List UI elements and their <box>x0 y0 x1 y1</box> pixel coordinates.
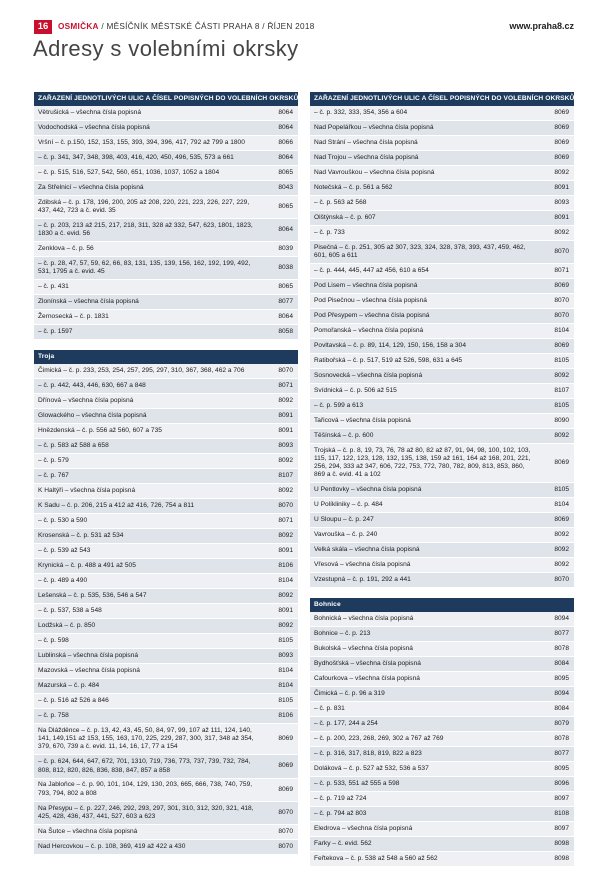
district-code-cell: 8064 <box>261 150 298 165</box>
table-row <box>34 150 298 165</box>
street-cell: Notečská – č. p. 561 a 562 <box>310 180 537 195</box>
district-code-cell: 8070 <box>261 839 298 854</box>
table-row <box>34 469 298 484</box>
district-code-cell: 8106 <box>261 559 298 574</box>
district-code-cell: 8092 <box>261 484 298 499</box>
street-cell: U Sloupu – č. p. 247 <box>310 513 537 528</box>
district-code-cell: 8092 <box>537 428 574 443</box>
table-row <box>310 294 574 309</box>
street-cell: Na Přesypu – č. p. 227, 246, 292, 293, 297, 301, 310, 312, 320, 321, 418, 425, 428, 436, 437, 441, 527, 603 a 623 <box>34 801 261 824</box>
table-row <box>34 424 298 439</box>
street-cell: Farky – č. evid. 562 <box>310 837 537 852</box>
table-row <box>310 225 574 240</box>
table-row <box>34 219 298 242</box>
district-code-cell: 8104 <box>537 323 574 338</box>
table-row <box>34 649 298 664</box>
district-code-cell: 8107 <box>537 383 574 398</box>
section-heading: Troja <box>34 350 298 364</box>
address-table <box>310 106 574 588</box>
district-code-cell: 8105 <box>537 353 574 368</box>
address-section <box>310 598 574 867</box>
district-code-cell: 8084 <box>537 702 574 717</box>
street-cell: – č. p. 831 <box>310 702 537 717</box>
district-code-cell: 8069 <box>537 443 574 483</box>
street-cell: Krynická – č. p. 488 a 491 až 505 <box>34 559 261 574</box>
street-cell: Lublinská – všechna čísla popisná <box>34 649 261 664</box>
table-row <box>34 574 298 589</box>
district-code-cell: 8069 <box>537 279 574 294</box>
district-code-cell: 8092 <box>537 368 574 383</box>
district-code-cell: 8097 <box>537 822 574 837</box>
district-code-cell: 8084 <box>537 657 574 672</box>
district-code-cell: 8092 <box>261 394 298 409</box>
table-row <box>34 165 298 180</box>
table-row <box>34 106 298 120</box>
street-cell: Velká skála – všechna čísla popisná <box>310 543 537 558</box>
district-code-cell: 8106 <box>261 709 298 724</box>
table-row <box>34 559 298 574</box>
table-row <box>310 612 574 626</box>
street-cell: Za Střelnicí – všechna čísla popisná <box>34 180 261 195</box>
table-row <box>310 513 574 528</box>
street-cell: – č. p. 203, 213 až 215, 217, 218, 311, 328 až 332, 547, 623, 1801, 1823, 1830 a č. evid. 56 <box>34 219 261 242</box>
street-cell: Feřtekova – č. p. 538 až 548 a 560 až 562 <box>310 852 537 867</box>
street-cell: – č. p. 28, 47, 57, 59, 62, 66, 83, 131, 135, 139, 156, 162, 192, 199, 492, 531, 1795 a č. evid. 45 <box>34 257 261 280</box>
table-row <box>34 679 298 694</box>
table-row <box>310 383 574 398</box>
street-cell: – č. p. 598 <box>34 634 261 649</box>
table-row <box>310 240 574 263</box>
table-row <box>34 310 298 325</box>
district-code-cell: 8091 <box>261 409 298 424</box>
district-code-cell: 8069 <box>537 338 574 353</box>
district-code-cell: 8064 <box>261 106 298 120</box>
table-row <box>310 837 574 852</box>
street-cell: Tařicová – všechna čísla popisná <box>310 413 537 428</box>
street-cell: – č. p. 579 <box>34 454 261 469</box>
district-code-cell: 8092 <box>537 528 574 543</box>
table-row <box>310 135 574 150</box>
table-row <box>34 824 298 839</box>
street-cell: – č. p. 583 až 588 a 658 <box>34 439 261 454</box>
street-cell: – č. p. 758 <box>34 709 261 724</box>
street-cell: – č. p. 489 a 490 <box>34 574 261 589</box>
street-cell: Čimická – č. p. 233, 253, 254, 257, 295, 297, 310, 367, 368, 462 a 706 <box>34 364 261 378</box>
table-row <box>310 353 574 368</box>
street-cell: Sosnovecká – všechna čísla popisná <box>310 368 537 383</box>
table-row <box>34 257 298 280</box>
table-row <box>310 822 574 837</box>
table-row <box>34 364 298 378</box>
table-row <box>310 717 574 732</box>
table-row <box>310 195 574 210</box>
district-code-cell: 8070 <box>261 364 298 378</box>
district-code-cell: 8070 <box>537 294 574 309</box>
table-row <box>310 150 574 165</box>
street-cell: Nad Strání – všechna čísla popisná <box>310 135 537 150</box>
address-section <box>310 92 574 588</box>
table-row <box>34 709 298 724</box>
street-cell: Čimická – č. p. 96 a 319 <box>310 687 537 702</box>
table-row <box>310 657 574 672</box>
street-cell: Vřesová – všechna čísla popisná <box>310 558 537 573</box>
table-row <box>34 120 298 135</box>
district-code-cell: 8108 <box>537 807 574 822</box>
table-row <box>34 514 298 529</box>
district-code-cell: 8092 <box>261 454 298 469</box>
street-cell: – č. p. 767 <box>34 469 261 484</box>
street-cell: Těšínská – č. p. 600 <box>310 428 537 443</box>
table-row <box>34 694 298 709</box>
street-cell: Dřínová – všechna čísla popisná <box>34 394 261 409</box>
table-row <box>310 558 574 573</box>
district-code-cell: 8098 <box>537 837 574 852</box>
street-cell: – č. p. 530 a 590 <box>34 514 261 529</box>
district-code-cell: 8091 <box>261 544 298 559</box>
district-code-cell: 8091 <box>261 604 298 619</box>
street-cell: Na Jabloňce – č. p. 90, 101, 104, 129, 130, 203, 665, 666, 738, 740, 759, 793, 794, 802 a 808 <box>34 778 261 801</box>
table-row <box>310 702 574 717</box>
district-code-cell: 8069 <box>537 135 574 150</box>
street-cell: Povltavská – č. p. 89, 114, 129, 150, 156, 158 a 304 <box>310 338 537 353</box>
table-row <box>310 413 574 428</box>
address-section <box>34 92 298 340</box>
street-cell: – č. p. 516 až 526 a 846 <box>34 694 261 709</box>
district-code-cell: 8092 <box>537 543 574 558</box>
page-title: Adresy s volebními okrsky <box>33 36 299 61</box>
street-cell: – č. p. 316, 317, 818, 819, 822 a 823 <box>310 747 537 762</box>
table-row <box>310 120 574 135</box>
district-code-cell: 8064 <box>261 120 298 135</box>
street-cell: Zlonínská – všechna čísla popisná <box>34 295 261 310</box>
district-code-cell: 8069 <box>261 755 298 778</box>
street-cell: Vodochodská – všechna čísla popisná <box>34 120 261 135</box>
street-cell: Mazurská – č. p. 484 <box>34 679 261 694</box>
right-column <box>310 92 574 877</box>
table-row <box>310 428 574 443</box>
street-cell: Glowackého – všechna čísla popisná <box>34 409 261 424</box>
table-row <box>310 498 574 513</box>
district-code-cell: 8095 <box>537 762 574 777</box>
street-cell: Na Šutce – všechna čísla popisná <box>34 824 261 839</box>
street-cell: – č. p. 719 až 724 <box>310 792 537 807</box>
street-cell: – č. p. 624, 644, 647, 672, 701, 1310, 719, 736, 773, 737, 739, 732, 784, 808, 812, 820, 826, 836, 838, 847, 857 a 858 <box>34 755 261 778</box>
street-cell: Pomořanská – všechna čísla popisná <box>310 323 537 338</box>
street-cell: – č. p. 515, 516, 527, 542, 560, 651, 1036, 1037, 1052 a 1804 <box>34 165 261 180</box>
district-code-cell: 8077 <box>537 747 574 762</box>
table-row <box>34 529 298 544</box>
street-cell: Na Dlážděnce – č. p. 13, 42, 43, 45, 50, 84, 97, 99, 107 až 111, 124, 140, 141, 149,151 až 153, 155, 163, 170, 225, 229, 287, 300, 317, 348 až 354, 379, 670, 739 a č. evid. 11, 14, 16, 17, 77 a 154 <box>34 724 261 755</box>
street-cell: Nad Trojou – všechna čísla popisná <box>310 150 537 165</box>
street-cell: Trojská – č. p. 8, 19, 73, 76, 78 až 80, 82 až 87, 91, 94, 98, 100, 102, 103, 115, 117, 122, 123, 128, 132, 135, 138, 159 až 161, 164 až 168, 201, 221, 256, 294, 333 až 347, 606, 722, 753, 772, 780, 782, 809, 813, 853, 860, 869 a č. evid. 41 a 102 <box>310 443 537 483</box>
table-row <box>34 325 298 340</box>
table-row <box>310 528 574 543</box>
street-cell: – č. p. 533, 551 až 555 a 598 <box>310 777 537 792</box>
table-row <box>310 368 574 383</box>
street-cell: Větrušická – všechna čísla popisná <box>34 106 261 120</box>
street-cell: – č. p. 539 až 543 <box>34 544 261 559</box>
street-cell: – č. p. 442, 443, 446, 630, 667 a 848 <box>34 379 261 394</box>
table-row <box>34 135 298 150</box>
table-row <box>310 777 574 792</box>
table-row <box>34 409 298 424</box>
district-code-cell: 8064 <box>261 310 298 325</box>
district-code-cell: 8069 <box>261 724 298 755</box>
street-cell: – č. p. 1597 <box>34 325 261 340</box>
street-cell: K Sadu – č. p. 206, 215 a 412 až 416, 726, 754 a 811 <box>34 499 261 514</box>
table-row <box>34 839 298 854</box>
district-code-cell: 8070 <box>537 573 574 588</box>
district-code-cell: 8070 <box>261 801 298 824</box>
district-code-cell: 8071 <box>261 514 298 529</box>
table-row <box>310 747 574 762</box>
table-row <box>310 210 574 225</box>
district-code-cell: 8069 <box>537 150 574 165</box>
magazine-subtitle: / MĚSÍČNÍK MĚSTSKÉ ČÁSTI PRAHA 8 / ŘÍJEN 2018 <box>101 22 315 31</box>
table-row <box>34 544 298 559</box>
district-code-cell: 8070 <box>537 309 574 324</box>
district-code-cell: 8077 <box>261 295 298 310</box>
district-code-cell: 8092 <box>261 529 298 544</box>
district-code-cell: 8091 <box>261 424 298 439</box>
section-heading: Bohnice <box>310 598 574 612</box>
street-cell: Pod Pisečnou – všechna čísla popisná <box>310 294 537 309</box>
district-code-cell: 8098 <box>537 852 574 867</box>
table-row <box>310 279 574 294</box>
district-code-cell: 8071 <box>261 379 298 394</box>
table-row <box>310 483 574 498</box>
table-row <box>310 687 574 702</box>
table-row <box>310 543 574 558</box>
district-code-cell: 8064 <box>261 219 298 242</box>
address-table <box>34 106 298 340</box>
street-cell: Svídnická – č. p. 506 až 515 <box>310 383 537 398</box>
district-code-cell: 8066 <box>261 135 298 150</box>
street-cell: Nad Popelářkou – všechna čísla popisná <box>310 120 537 135</box>
district-code-cell: 8091 <box>537 210 574 225</box>
street-cell: Vzestupná – č. p. 191, 292 a 441 <box>310 573 537 588</box>
district-code-cell: 8077 <box>537 627 574 642</box>
left-column <box>34 92 298 865</box>
table-row <box>310 642 574 657</box>
street-cell: Bohnice – č. p. 213 <box>310 627 537 642</box>
table-row <box>310 762 574 777</box>
table-row <box>310 398 574 413</box>
district-code-cell: 8091 <box>537 180 574 195</box>
table-row <box>34 755 298 778</box>
street-cell: U Pentlovky – všechna čísla popisná <box>310 483 537 498</box>
district-code-cell: 8070 <box>261 499 298 514</box>
district-code-cell: 8093 <box>261 649 298 664</box>
table-row <box>34 439 298 454</box>
table-row <box>34 499 298 514</box>
website-url[interactable]: www.praha8.cz <box>509 21 574 31</box>
district-code-cell: 8069 <box>537 513 574 528</box>
street-cell: Nad Hercovkou – č. p. 108, 369, 419 až 422 a 430 <box>34 839 261 854</box>
district-code-cell: 8093 <box>261 439 298 454</box>
district-code-cell: 8104 <box>261 679 298 694</box>
district-code-cell: 8069 <box>537 106 574 120</box>
table-row <box>34 454 298 469</box>
table-row <box>310 672 574 687</box>
table-row <box>310 338 574 353</box>
street-cell: Lešenská – č. p. 535, 536, 546 a 547 <box>34 589 261 604</box>
table-row <box>34 180 298 195</box>
district-code-cell: 8096 <box>537 777 574 792</box>
table-row <box>310 732 574 747</box>
table-row <box>310 852 574 867</box>
district-code-cell: 8094 <box>537 687 574 702</box>
table-row <box>310 807 574 822</box>
address-section <box>34 350 298 855</box>
street-cell: – č. p. 733 <box>310 225 537 240</box>
district-code-cell: 8078 <box>537 642 574 657</box>
district-code-cell: 8070 <box>261 824 298 839</box>
table-row <box>310 573 574 588</box>
district-code-cell: 8078 <box>537 732 574 747</box>
street-cell: – č. p. 444, 445, 447 až 456, 610 a 654 <box>310 264 537 279</box>
district-code-cell: 8105 <box>261 634 298 649</box>
district-code-cell: 8090 <box>537 413 574 428</box>
address-table <box>34 364 298 855</box>
district-code-cell: 8097 <box>537 792 574 807</box>
district-code-cell: 8071 <box>537 264 574 279</box>
street-cell: Cafourkova – všechna čísla popisná <box>310 672 537 687</box>
table-row <box>310 627 574 642</box>
street-cell: – č. p. 332, 333, 354, 356 a 604 <box>310 106 537 120</box>
district-code-cell: 8065 <box>261 280 298 295</box>
street-cell: – č. p. 794 až 803 <box>310 807 537 822</box>
district-code-cell: 8092 <box>261 619 298 634</box>
street-cell: Ratibořská – č. p. 517, 519 až 526, 598, 631 a 645 <box>310 353 537 368</box>
table-row <box>310 309 574 324</box>
district-code-cell: 8092 <box>537 225 574 240</box>
magazine-brand: OSMIČKA <box>58 22 99 31</box>
district-code-cell: 8065 <box>261 165 298 180</box>
district-code-cell: 8065 <box>261 195 298 218</box>
street-cell: – č. p. 177, 244 a 254 <box>310 717 537 732</box>
street-cell: Žernosecká – č. p. 1831 <box>34 310 261 325</box>
street-cell: Pod Lisem – všechna čísla popisná <box>310 279 537 294</box>
district-code-cell: 8092 <box>537 165 574 180</box>
district-code-cell: 8104 <box>261 574 298 589</box>
table-row <box>34 589 298 604</box>
district-code-cell: 8092 <box>261 589 298 604</box>
street-cell: Vršní – č. p.150, 152, 153, 155, 393, 394, 396, 417, 792 až 799 a 1800 <box>34 135 261 150</box>
table-row <box>310 106 574 120</box>
district-code-cell: 8094 <box>537 612 574 626</box>
page-header <box>34 20 574 34</box>
street-cell: Lodžská – č. p. 850 <box>34 619 261 634</box>
table-row <box>34 634 298 649</box>
table-row <box>34 195 298 218</box>
street-cell: Krosenská – č. p. 531 až 534 <box>34 529 261 544</box>
table-row <box>34 242 298 257</box>
street-cell: Pisečná – č. p. 251, 305 až 307, 323, 324, 328, 378, 393, 437, 459, 462, 601, 605 a 611 <box>310 240 537 263</box>
page-number: 16 <box>34 20 52 34</box>
district-code-cell: 8079 <box>537 717 574 732</box>
table-row <box>34 778 298 801</box>
street-cell: Olštýnská – č. p. 607 <box>310 210 537 225</box>
street-cell: – č. p. 537, 538 a 548 <box>34 604 261 619</box>
table-row <box>34 619 298 634</box>
table-row <box>34 724 298 755</box>
district-code-cell: 8039 <box>261 242 298 257</box>
street-cell: Zdibská – č. p. 178, 196, 200, 205 až 208, 220, 221, 223, 226, 227, 229, 437, 442, 723 a č. evid. 35 <box>34 195 261 218</box>
district-code-cell: 8105 <box>261 694 298 709</box>
district-code-cell: 8038 <box>261 257 298 280</box>
table-row <box>34 394 298 409</box>
table-row <box>310 792 574 807</box>
street-cell: – č. p. 599 a 613 <box>310 398 537 413</box>
street-cell: Pod Přesypem – všechna čísla popisná <box>310 309 537 324</box>
table-row <box>310 165 574 180</box>
street-cell: Mazovská – všechna čísla popisná <box>34 664 261 679</box>
table-row <box>310 443 574 483</box>
table-row <box>310 323 574 338</box>
district-code-cell: 8092 <box>537 558 574 573</box>
street-cell: – č. p. 563 až 568 <box>310 195 537 210</box>
address-table <box>310 612 574 867</box>
street-cell: Eledrova – všechna čísla popisná <box>310 822 537 837</box>
table-row <box>34 295 298 310</box>
district-code-cell: 8069 <box>261 778 298 801</box>
table-row <box>34 379 298 394</box>
district-code-cell: 8105 <box>537 483 574 498</box>
street-cell: U Políkliniky – č. p. 484 <box>310 498 537 513</box>
table-row <box>34 280 298 295</box>
table-row <box>34 484 298 499</box>
district-code-cell: 8070 <box>537 240 574 263</box>
table-row <box>34 801 298 824</box>
section-heading: ZAŘAZENÍ JEDNOTLIVÝCH ULIC A ČÍSEL POPISNÝCH DO VOLEBNÍCH OKRSKŮ <box>310 92 574 106</box>
district-code-cell: 8107 <box>261 469 298 484</box>
district-code-cell: 8069 <box>537 120 574 135</box>
street-cell: Hnězdenská – č. p. 556 až 560, 607 a 735 <box>34 424 261 439</box>
street-cell: Nad Vavrouškou – všechna čísla popisná <box>310 165 537 180</box>
street-cell: Zenklova – č. p. 56 <box>34 242 261 257</box>
table-row <box>310 180 574 195</box>
table-row <box>34 664 298 679</box>
district-code-cell: 8104 <box>261 664 298 679</box>
street-cell: Bydhošťská – všechna čísla popisná <box>310 657 537 672</box>
section-heading: ZAŘAZENÍ JEDNOTLIVÝCH ULIC A ČÍSEL POPISNÝCH DO VOLEBNÍCH OKRSKŮ <box>34 92 298 106</box>
street-cell: – č. p. 200, 223, 268, 269, 302 a 767 až 769 <box>310 732 537 747</box>
table-row <box>310 264 574 279</box>
district-code-cell: 8043 <box>261 180 298 195</box>
district-code-cell: 8058 <box>261 325 298 340</box>
district-code-cell: 8095 <box>537 672 574 687</box>
street-cell: Vavrouška – č. p. 240 <box>310 528 537 543</box>
street-cell: Bukolská – všechna čísla popisná <box>310 642 537 657</box>
table-row <box>34 604 298 619</box>
street-cell: – č. p. 431 <box>34 280 261 295</box>
district-code-cell: 8104 <box>537 498 574 513</box>
district-code-cell: 8093 <box>537 195 574 210</box>
magazine-line <box>58 22 315 31</box>
district-code-cell: 8105 <box>537 398 574 413</box>
street-cell: K Haltýři – všechna čísla popisná <box>34 484 261 499</box>
street-cell: Doláková – č. p. 527 až 532, 536 a 537 <box>310 762 537 777</box>
street-cell: – č. p. 341, 347, 348, 398, 403, 416, 420, 450, 496, 535, 573 a 661 <box>34 150 261 165</box>
street-cell: Bohnická – všechna čísla popisná <box>310 612 537 626</box>
